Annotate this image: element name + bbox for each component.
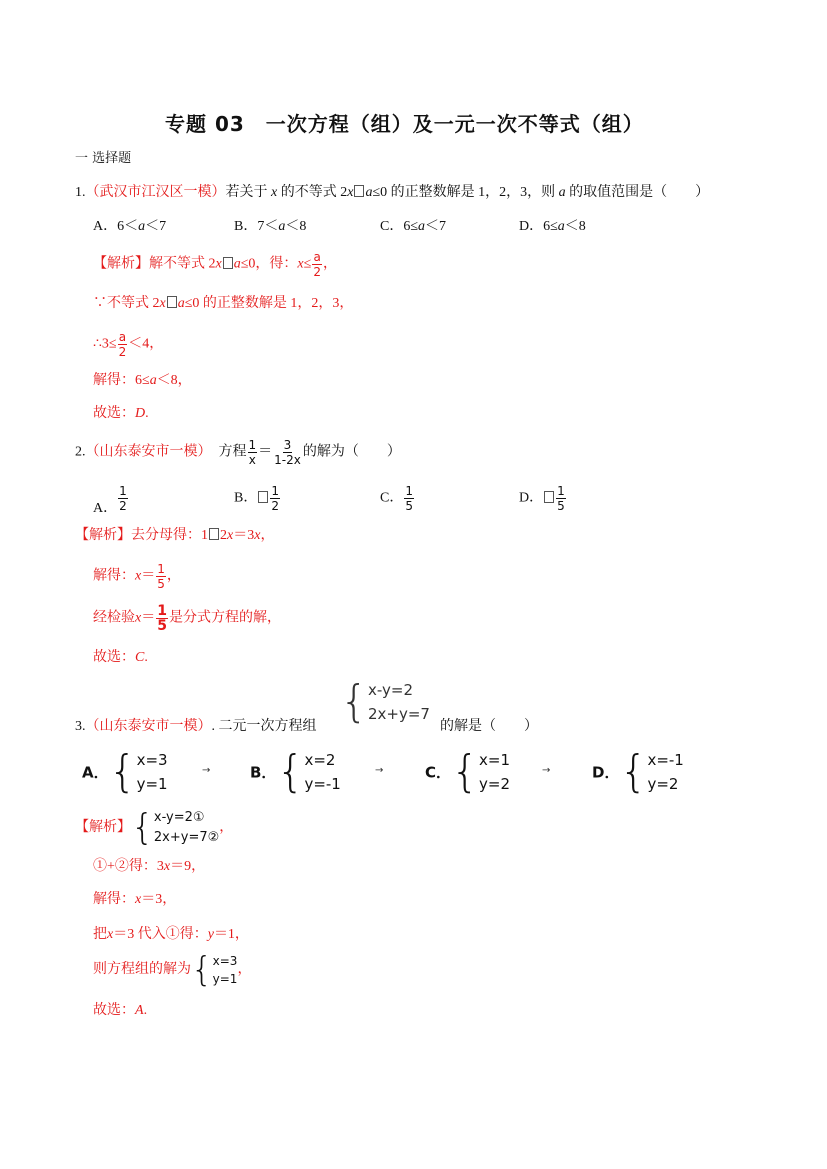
- solution-tag: 【解析】: [93, 256, 149, 272]
- var-a: a: [365, 185, 373, 200]
- page-title: 专题 03 一次方程（组）及一元一次不等式（组）: [165, 112, 644, 136]
- stem-text: 的取值范围是（ ）: [569, 185, 710, 200]
- var-x: x: [271, 185, 278, 200]
- question-number: 1.: [75, 185, 86, 200]
- q3-solution-line-4: 把x＝3 代入①得：y＝1，: [93, 927, 249, 942]
- option-d: D． { x=-1 y=2: [592, 746, 684, 797]
- question-source: （山东泰安市一模）: [85, 444, 205, 460]
- q2-solution-line-4: 故选：C.: [93, 650, 148, 665]
- q2-solution-line-3: 经检验x＝ $\frac{1}{5}$ 是分式方程的解，: [93, 603, 281, 634]
- stem-text: ≤0 的正整数解是 1，2，3，则: [372, 185, 556, 200]
- option-b: B．7＜a＜8: [234, 219, 307, 234]
- question-3-stem-end: 的解是（ ）: [440, 719, 538, 734]
- q1-solution-line-3: ∴3≤ $\frac{a}{2}$ ＜4，: [93, 330, 164, 359]
- question-2-stem: 2.（山东泰安市一模） 方程 $\frac{1}{x}$ ＝ $\frac{3}{1-2x}$ 的解为（ ）: [75, 438, 401, 467]
- question-source: （武汉市江汉区一模）: [85, 185, 226, 200]
- q3-solution-line-5: 则方程组的解为 { x=3 y=1 ，: [93, 950, 252, 990]
- option-b: B． { x=2 y=-1: [250, 746, 341, 797]
- q1-solution-line-5: 故选：D.: [93, 406, 149, 421]
- fraction: $\frac{a}{2}$: [313, 250, 321, 279]
- solution-tag: 【解析】: [75, 820, 131, 835]
- var-a: a: [558, 185, 566, 200]
- stem-text: 若关于: [225, 185, 268, 200]
- q3-solution-line-3: 解得：x＝3，: [93, 892, 177, 907]
- q1-solution-line-4: 解得：6≤a＜8，: [93, 373, 192, 388]
- option-c: C．6≤a＜7: [380, 219, 447, 234]
- missing-glyph-box: [354, 185, 364, 197]
- option-a: A．6＜a＜7: [93, 219, 167, 234]
- q1-solution-line-2: ∵不等式 2x a≤0 的正整数解是 1，2，3，: [93, 296, 354, 311]
- q3-solution-line-2: ①+②得：3x＝9，: [93, 859, 206, 874]
- fraction: $\frac{1}{x}$: [248, 438, 257, 467]
- fraction: $\frac{a}{2}$: [118, 330, 127, 359]
- q3-solution-line-1: 【解析】 { x-y=2① 2x+y=7② ，: [75, 807, 234, 848]
- option-c: C． $\frac{1}{5}$: [380, 484, 413, 513]
- option-c: C． { x=1 y=2: [425, 746, 511, 797]
- q3-equation-system: { x-y=2 2x+y=7: [340, 676, 430, 727]
- stem-text: 的不等式 2: [280, 185, 348, 200]
- q3-solution-line-6: 故选：A.: [93, 1003, 148, 1018]
- option-b: B． $\frac{1}{2}$: [234, 484, 279, 513]
- question-1-stem: 1.（武汉市江汉区一模）若关于 x 的不等式 2x a≤0 的正整数解是 1，2，3，则 a 的取值范围是（ ）: [75, 185, 710, 200]
- solution-tag: 【解析】: [75, 528, 131, 543]
- question-number: 3.: [75, 719, 86, 734]
- question-3-stem: 3.（山东泰安市一模）. 二元一次方程组: [75, 719, 317, 734]
- option-d: D．6≤a＜8: [519, 219, 586, 234]
- fraction: $\frac{3}{1-2x}$: [274, 438, 301, 467]
- q2-solution-line-2: 解得：x＝ $\frac{1}{5}$ ，: [93, 562, 181, 591]
- option-d: D． $\frac{1}{5}$: [519, 484, 565, 513]
- question-number: 2.: [75, 444, 86, 460]
- section-heading: 一 选择题: [75, 151, 132, 166]
- q2-solution-line-1: 【解析】去分母得：1 2x＝3x，: [75, 528, 275, 543]
- arrow-icon: →: [542, 765, 551, 776]
- arrow-icon: →: [202, 765, 211, 776]
- option-a: A． $\frac{1}{2}$: [93, 484, 127, 516]
- arrow-icon: →: [375, 765, 384, 776]
- question-source: （山东泰安市一模）: [85, 719, 212, 734]
- option-a: A． { x=3 y=1: [82, 746, 168, 797]
- q1-solution-line-1: 【解析】解不等式 2x a≤0，得：x≤ $\frac{a}{2}$ ，: [93, 250, 337, 279]
